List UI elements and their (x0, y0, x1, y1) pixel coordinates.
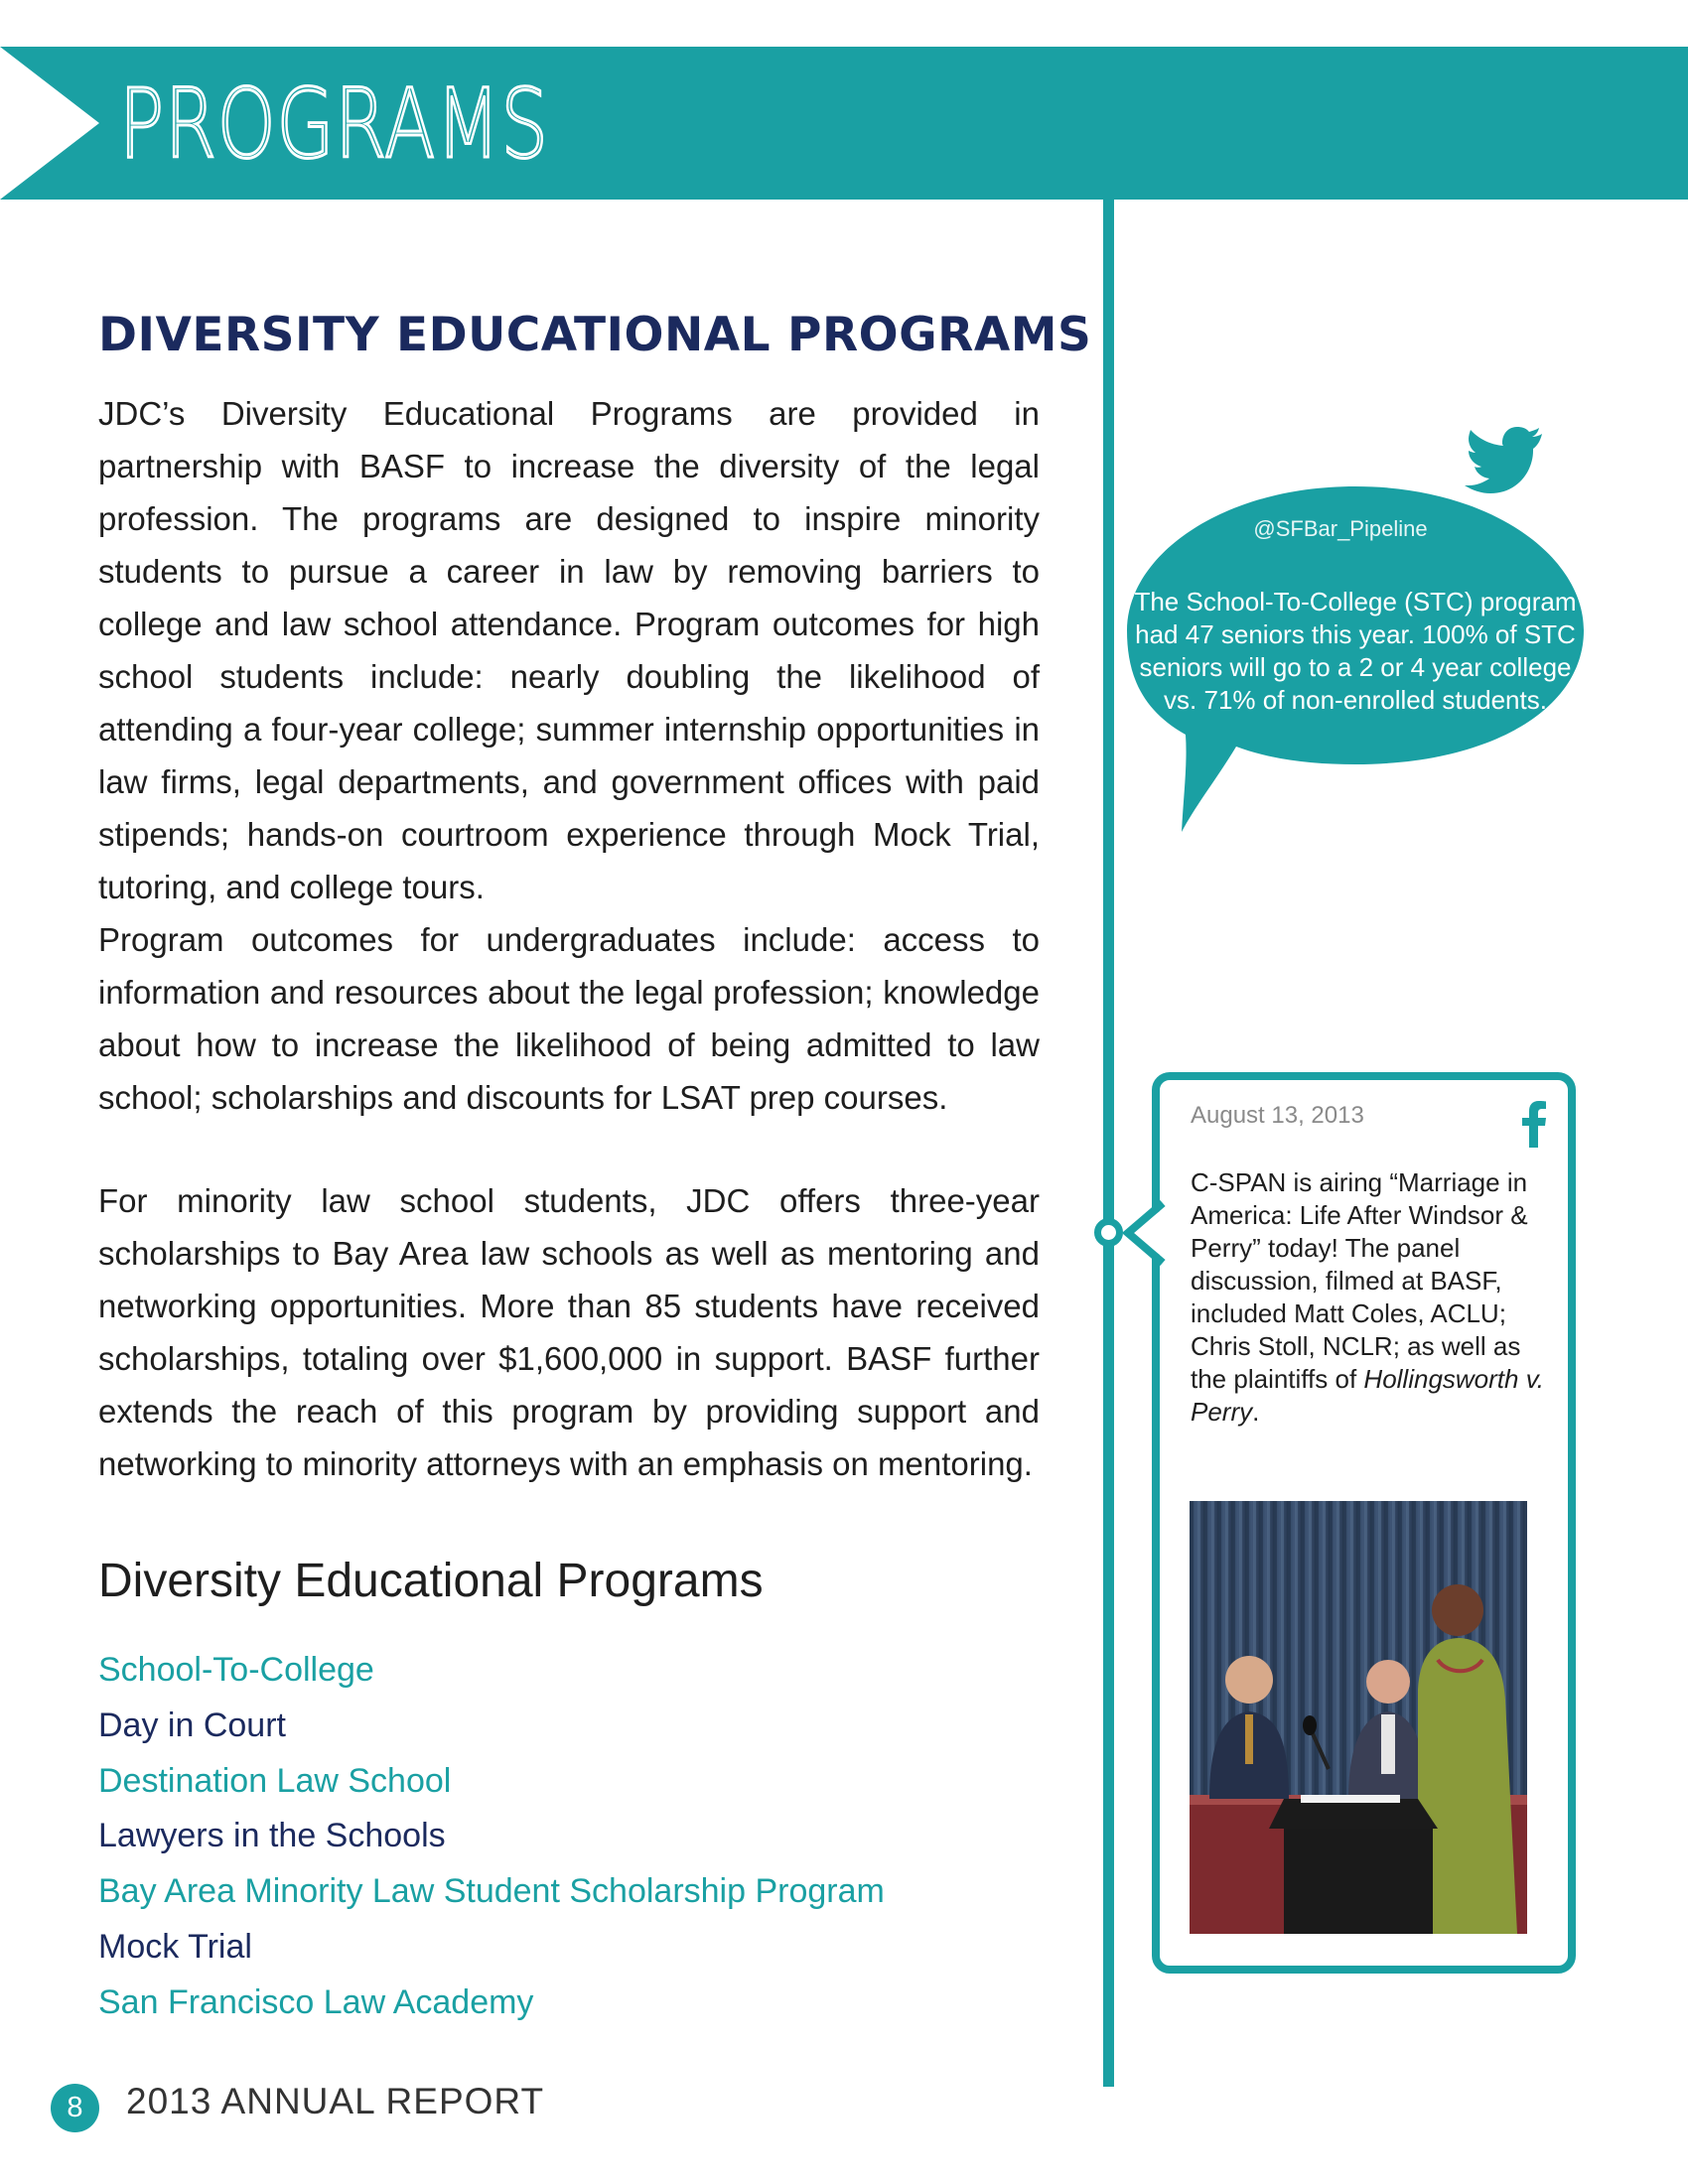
paragraph-law-students: For minority law school students, JDC offers three-year scholarships to Bay Area law schools as well as mentoring and networking opportunities. More than 85 students have received scholarships, totaling over $1,600,000 in support. BASF further extends the reach of this program by providing support and networking to minority attorneys with an emphasis on mentoring. (98, 1182, 1040, 1482)
program-list (98, 1643, 885, 2031)
paragraph-high-school: JDC’s Diversity Educational Programs are provided in partnership with BASF to increase the diversity of the legal profession. The programs are designed to inspire minority students to pursue a career in law by removing barriers to college and law school attendance. Program outcomes for high school students include: nearly doubling the likelihood of attending a four-year college; summer internship opportunities in law firms, legal departments, and government offices with paid stipends; hands-on courtroom experience through Mock Trial, tutoring, and college tours. (98, 395, 1040, 905)
tweet-handle[interactable]: @SFBar_Pipeline (1253, 516, 1428, 541)
program-item-law-academy[interactable]: San Francisco Law Academy (98, 1982, 534, 2021)
timeline-dot (1094, 1218, 1123, 1247)
page-number: 8 (51, 2084, 99, 2132)
program-item-destination-law-school[interactable]: Destination Law School (98, 1761, 452, 1800)
footer-label: 2013 ANNUAL REPORT (126, 2081, 545, 2121)
facebook-card-pointer (1123, 1199, 1173, 1267)
panel-discussion-photo (1190, 1501, 1527, 1934)
facebook-post-text-end: . (1252, 1397, 1260, 1427)
facebook-post-text-italic: Hollingsworth v. Perry (1191, 1364, 1545, 1427)
tweet-text: The School-To-College (STC) program had 47 seniors this year. 100% of STC seniors will go to a 2 or 4 year college vs. 71% of non-enrolled students. (1134, 587, 1577, 715)
facebook-post-text-main: C-SPAN is airing “Marriage in America: Life After Windsor & Perry” today! The panel discussion, filmed at BASF, included Matt Coles, ACLU; Chris Stoll, NCLR; as well as the plaintiffs of (1191, 1167, 1528, 1394)
twitter-bird-icon (1463, 422, 1544, 497)
page-title: PROGRAMS (119, 68, 549, 180)
timeline-divider (1103, 199, 1114, 2087)
program-item-scholarship-program[interactable]: Bay Area Minority Law Student Scholarship Program (98, 1872, 885, 1911)
facebook-post-text (1191, 1166, 1548, 1429)
facebook-icon (1521, 1100, 1547, 1148)
paragraph-undergraduates: Program outcomes for undergraduates include: access to information and resources about the legal profession; knowledge about how to increase the likelihood of being admitted to law school; scholarships and discounts for LSAT prep courses. (98, 921, 1040, 1116)
program-item-lawyers-in-schools[interactable]: Lawyers in the Schools (98, 1817, 446, 1855)
section-heading: DIVERSITY EDUCATIONAL PROGRAMS (98, 308, 1092, 362)
program-item-day-in-court[interactable]: Day in Court (98, 1706, 286, 1744)
program-item-school-to-college[interactable]: School-To-College (98, 1651, 374, 1689)
facebook-post-date: August 13, 2013 (1191, 1102, 1364, 1129)
program-list-title: Diversity Educational Programs (98, 1555, 764, 1607)
program-item-mock-trial[interactable]: Mock Trial (98, 1927, 252, 1966)
